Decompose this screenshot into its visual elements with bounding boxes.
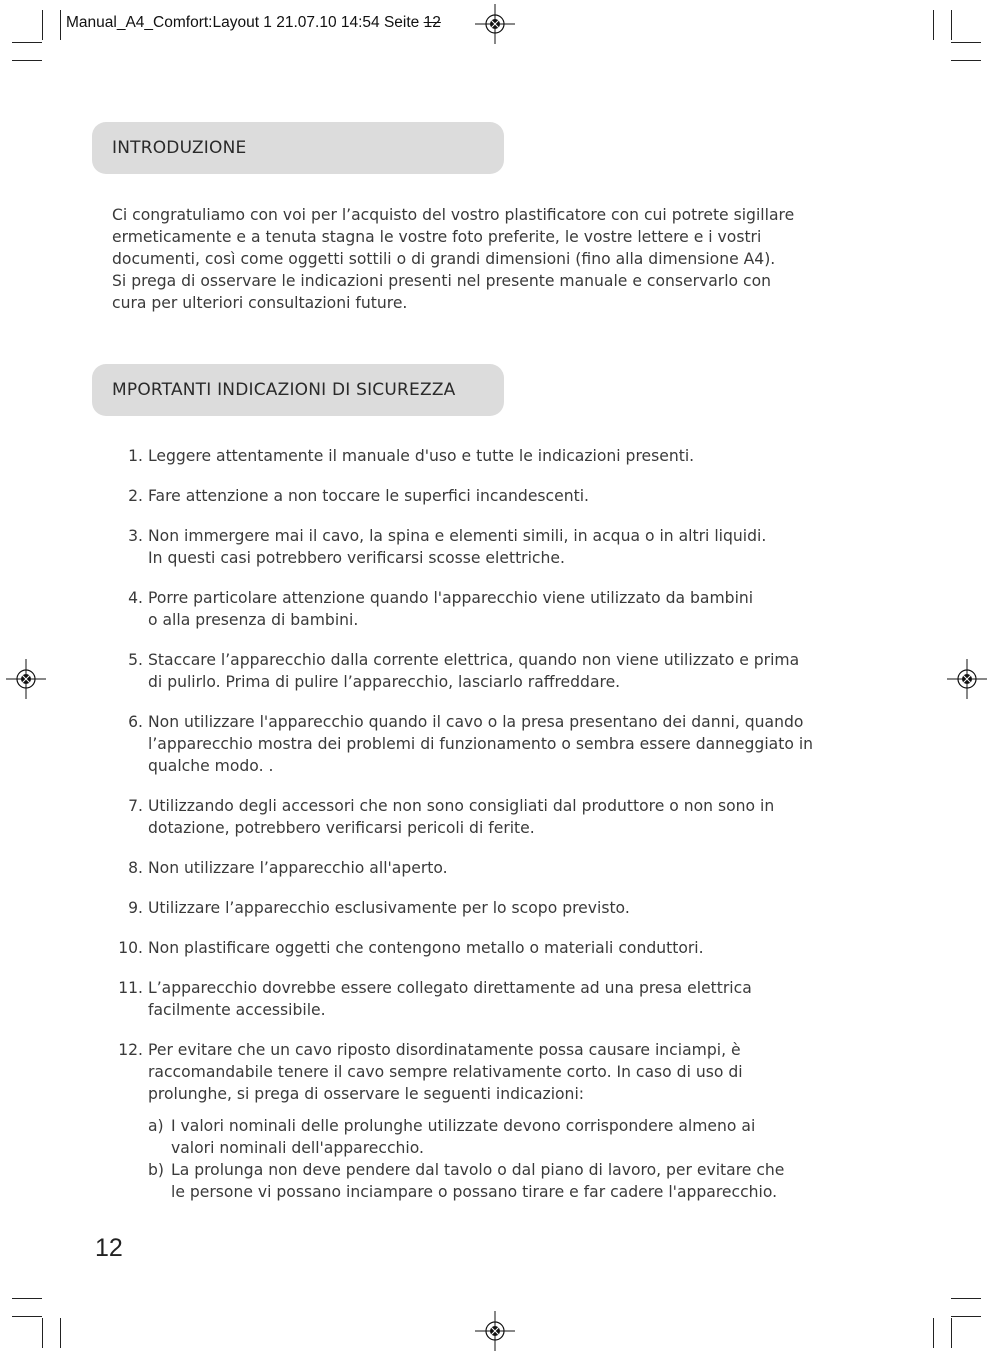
sub-item [148, 1115, 862, 1159]
intro-heading: INTRODUZIONE [92, 122, 504, 174]
sub-item-letter: a) [148, 1117, 164, 1135]
item-line: o alla presenza di bambini. [148, 611, 359, 629]
item-line: Staccare l’apparecchio dalla corrente elettrica, quando non viene utilizzato e prima [148, 651, 800, 669]
item-line: Leggere attentamente il manuale d'uso e tutte le indicazioni presenti. [148, 447, 695, 465]
registration-mark-icon [6, 659, 46, 699]
item-line: facilmente accessibile. [148, 1001, 326, 1019]
list-item [112, 485, 862, 507]
intro-line: Ci congratuliamo con voi per l’acquisto del vostro plastificatore con cui potrete sigillare [112, 206, 795, 224]
item-line: Utilizzare l’apparecchio esclusivamente per lo scopo previsto. [148, 899, 630, 917]
slug-page: 12 [423, 14, 441, 31]
item-line: Per evitare che un cavo riposto disordinatamente possa causare inciampi, è [148, 1041, 741, 1059]
list-item [112, 711, 862, 777]
intro-paragraph [112, 204, 852, 314]
item-line: In questi casi potrebbero verificarsi scosse elettriche. [148, 549, 565, 567]
item-number: 4. [128, 589, 143, 607]
item-line: L’apparecchio dovrebbe essere collegato direttamente ad una presa elettrica [148, 979, 752, 997]
list-item [112, 857, 862, 879]
safety-heading: MPORTANTI INDICAZIONI DI SICUREZZA [92, 364, 504, 416]
list-item [112, 587, 862, 631]
intro-line: documenti, così come oggetti sottili o di grandi dimensioni (fino alla dimensione A4). [112, 250, 776, 268]
list-item [112, 977, 862, 1021]
item-line: l’apparecchio mostra dei problemi di funzionamento o sembra essere danneggiato in [148, 735, 814, 753]
printer-slug [66, 14, 441, 32]
sub-item-line: I valori nominali delle prolunghe utilizzate devono corrispondere almeno ai [171, 1117, 756, 1135]
list-item [112, 1039, 862, 1203]
item-line: raccomandabile tenere il cavo sempre relativamente corto. In caso di uso di [148, 1063, 743, 1081]
item-line: Utilizzando degli accessori che non sono consigliati dal produttore o non sono in [148, 797, 775, 815]
list-item [112, 649, 862, 693]
list-item [112, 897, 862, 919]
item-line: Non utilizzare l'apparecchio quando il cavo o la presa presentano dei danni, quando [148, 713, 804, 731]
item-number: 8. [128, 859, 143, 877]
item-line: Porre particolare attenzione quando l'apparecchio viene utilizzato da bambini [148, 589, 754, 607]
item-line: Non plastificare oggetti che contengono metallo o materiali conduttori. [148, 939, 704, 957]
item-line: dotazione, potrebbero verificarsi pericoli di ferite. [148, 819, 535, 837]
item-line: Fare attenzione a non toccare le superfici incandescenti. [148, 487, 589, 505]
page-number: 12 [95, 1234, 123, 1262]
item-line: di pulirlo. Prima di pulire l’apparecchio, lasciarlo raffreddare. [148, 673, 621, 691]
item-number: 7. [128, 797, 143, 815]
sub-item-letter: b) [148, 1161, 164, 1179]
slug-text: Manual_A4_Comfort:Layout 1 21.07.10 14:54 Seite [66, 14, 424, 31]
registration-mark-icon [475, 4, 515, 44]
item-number: 2. [128, 487, 143, 505]
list-item [112, 937, 862, 959]
item-line: Non utilizzare l’apparecchio all'aperto. [148, 859, 448, 877]
intro-line: cura per ulteriori consultazioni future. [112, 294, 408, 312]
sub-item-line: La prolunga non deve pendere dal tavolo o dal piano di lavoro, per evitare che [171, 1161, 785, 1179]
item-number: 11. [118, 979, 143, 997]
sub-item-line: le persone vi possano inciampare o possano tirare e far cadere l'apparecchio. [171, 1183, 778, 1201]
item-number: 9. [128, 899, 143, 917]
item-number: 10. [118, 939, 143, 957]
safety-list [112, 445, 862, 1203]
item-number: 12. [118, 1041, 143, 1059]
sub-item [148, 1159, 862, 1203]
item-number: 3. [128, 527, 143, 545]
sub-item-line: valori nominali dell'apparecchio. [171, 1139, 424, 1157]
intro-line: ermeticamente e a tenuta stagna le vostre foto preferite, le vostre lettere e i vostri [112, 228, 762, 246]
registration-mark-icon [475, 1311, 515, 1351]
list-item [112, 525, 862, 569]
item-number: 1. [128, 447, 143, 465]
item-line: qualche modo. . [148, 757, 274, 775]
list-item [112, 445, 862, 467]
item-line: Non immergere mai il cavo, la spina e elementi simili, in acqua o in altri liquidi. [148, 527, 767, 545]
registration-mark-icon [947, 659, 987, 699]
list-item [112, 795, 862, 839]
item-line: prolunghe, si prega di osservare le seguenti indicazioni: [148, 1085, 585, 1103]
intro-line: Si prega di osservare le indicazioni presenti nel presente manuale e conservarlo con [112, 272, 772, 290]
item-number: 5. [128, 651, 143, 669]
item-number: 6. [128, 713, 143, 731]
